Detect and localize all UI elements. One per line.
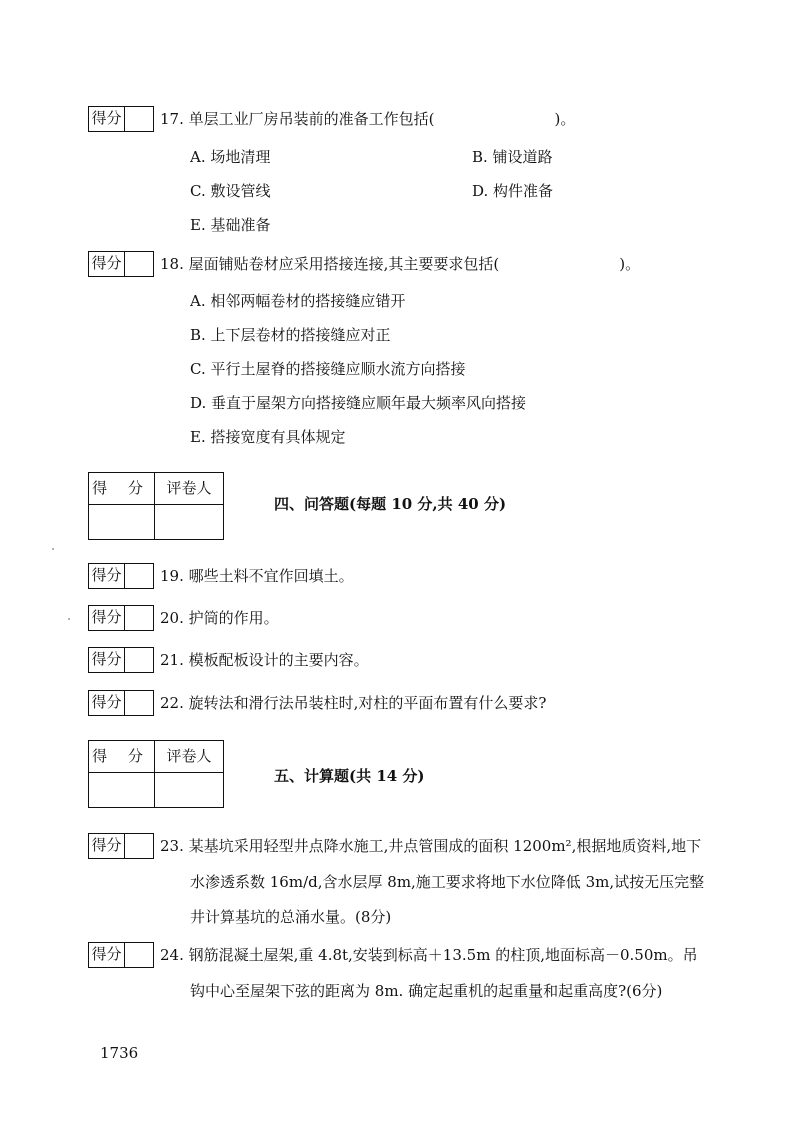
question-22: 22. 旋转法和滑行法吊装柱时,对柱的平面布置有什么要求? <box>160 694 547 712</box>
page-number: 1736 <box>100 1044 139 1062</box>
scan-speck <box>52 548 54 550</box>
q17-option-d: D. 构件准备 <box>472 182 554 200</box>
section-four-title: 四、问答题(每题 10 分,共 40 分) <box>274 495 507 513</box>
grader-score-header: 得 分 <box>89 741 155 773</box>
question-20: 20. 护筒的作用。 <box>160 609 279 627</box>
score-label: 得分 <box>89 564 125 588</box>
score-blank <box>125 107 153 131</box>
grader-name-cell <box>155 773 223 807</box>
grader-score-cell <box>89 773 155 807</box>
q18-option-a: A. 相邻两幅卷材的搭接缝应错开 <box>190 292 406 310</box>
grader-name-header: 评卷人 <box>155 741 223 773</box>
score-blank <box>125 834 153 858</box>
score-box <box>88 563 154 589</box>
grader-table <box>88 472 224 540</box>
score-blank <box>125 252 153 276</box>
q18-option-c: C. 平行土屋脊的搭接缝应顺水流方向搭接 <box>190 360 466 378</box>
score-label: 得分 <box>89 691 125 715</box>
question-19: 19. 哪些土料不宜作回填土。 <box>160 567 354 585</box>
question-24-line-2: 钩中心至屋架下弦的距离为 8m. 确定起重机的起重量和起重高度?(6分) <box>190 982 663 1000</box>
scan-speck <box>68 618 70 620</box>
grader-score-header: 得 分 <box>89 473 155 505</box>
q18-option-d: D. 垂直于屋架方向搭接缝应顺年最大频率风向搭接 <box>190 394 527 412</box>
question-23-line-2: 水渗透系数 16m/d,含水层厚 8m,施工要求将地下水位降低 3m,试按无压完整 <box>190 873 705 891</box>
question-23-line-3: 井计算基坑的总涌水量。(8分) <box>190 908 392 926</box>
score-box <box>88 106 154 132</box>
score-box <box>88 605 154 631</box>
question-21: 21. 模板配板设计的主要内容。 <box>160 651 369 669</box>
q18-option-e: E. 搭接宽度有具体规定 <box>190 428 346 446</box>
question-23-line-1: 23. 某基坑采用轻型井点降水施工,井点管围成的面积 1200m²,根据地质资料,地下 <box>160 837 702 855</box>
score-box <box>88 251 154 277</box>
grader-table <box>88 740 224 808</box>
score-label: 得分 <box>89 606 125 630</box>
q17-option-e: E. 基础准备 <box>190 216 271 234</box>
score-blank <box>125 691 153 715</box>
q17-option-c: C. 敷设管线 <box>190 182 271 200</box>
score-blank <box>125 564 153 588</box>
score-label: 得分 <box>89 834 125 858</box>
score-blank <box>125 606 153 630</box>
q18-option-b: B. 上下层卷材的搭接缝应对正 <box>190 326 391 344</box>
q17-option-b: B. 铺设道路 <box>472 148 553 166</box>
score-box <box>88 833 154 859</box>
score-blank <box>125 648 153 672</box>
score-label: 得分 <box>89 107 125 131</box>
score-box <box>88 690 154 716</box>
question-18: 18. 屋面铺贴卷材应采用搭接连接,其主要要求包括( )。 <box>160 255 641 273</box>
score-box <box>88 647 154 673</box>
score-label: 得分 <box>89 648 125 672</box>
grader-name-cell <box>155 505 223 539</box>
q17-option-a: A. 场地清理 <box>190 148 271 166</box>
score-blank <box>125 943 153 967</box>
grader-name-header: 评卷人 <box>155 473 223 505</box>
score-label: 得分 <box>89 252 125 276</box>
score-box <box>88 942 154 968</box>
grader-score-cell <box>89 505 155 539</box>
section-five-title: 五、计算题(共 14 分) <box>274 767 425 785</box>
question-24-line-1: 24. 钢筋混凝土屋架,重 4.8t,安装到标高＋13.5m 的柱顶,地面标高－0.50m。吊 <box>160 946 698 964</box>
score-label: 得分 <box>89 943 125 967</box>
question-17: 17. 单层工业厂房吊装前的准备工作包括( )。 <box>160 110 576 128</box>
